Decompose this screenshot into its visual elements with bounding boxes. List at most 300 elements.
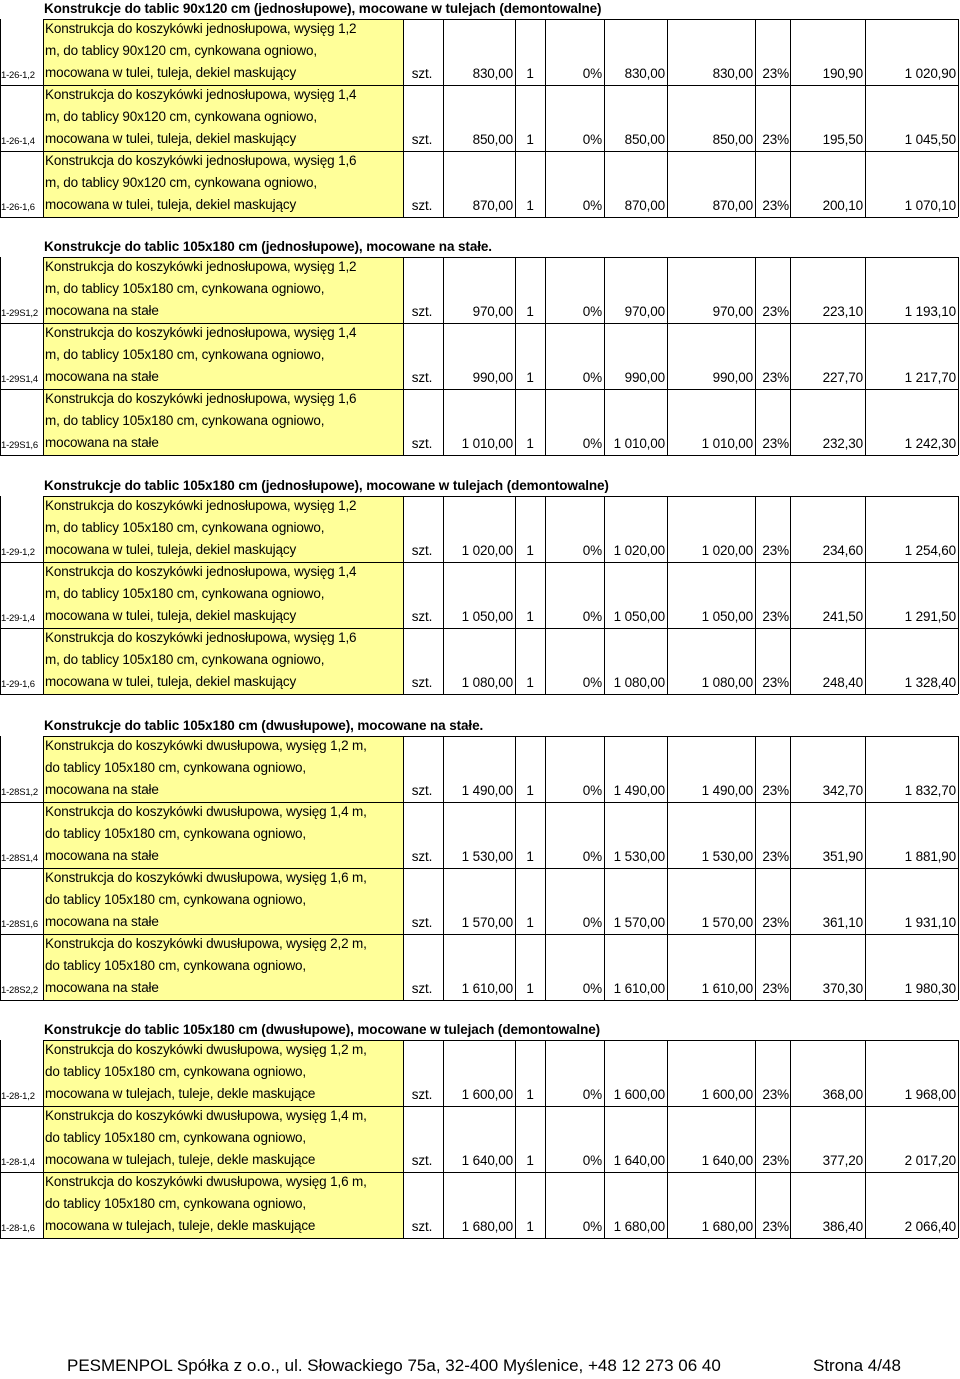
grid-line <box>667 1106 668 1172</box>
grid-line <box>0 323 1 389</box>
description-line: m, do tablicy 105x180 cm, cynkowana ogniowo, <box>45 281 325 296</box>
product-code: 1-29S1,6 <box>1 440 38 451</box>
quantity-cell: 1 <box>526 132 534 147</box>
grid-line <box>958 934 959 1000</box>
grid-line <box>43 628 44 694</box>
gross-value-cell: 2 017,20 <box>904 1153 956 1168</box>
grid-line <box>545 496 546 562</box>
price-cell: 990,00 <box>472 370 513 385</box>
price-cell: 970,00 <box>472 304 513 319</box>
vat-amount-cell: 232,30 <box>822 436 863 451</box>
grid-line <box>515 628 516 694</box>
grid-line <box>790 323 791 389</box>
grid-line <box>0 694 958 695</box>
grid-line <box>545 151 546 217</box>
grid-line <box>43 1040 958 1041</box>
product-code: 1-29-1,4 <box>1 613 35 624</box>
table-row <box>0 389 960 455</box>
grid-line <box>755 85 756 151</box>
grid-line <box>958 1040 959 1106</box>
grid-line <box>43 19 44 85</box>
grid-line <box>604 628 605 694</box>
description-line: Konstrukcja do koszykówki jednosłupowa, wysięg 1,6 <box>45 630 357 645</box>
description-line: Konstrukcja do koszykówki dwusłupowa, wysięg 2,2 m, <box>45 936 367 951</box>
grid-line <box>545 868 546 934</box>
grid-line <box>790 389 791 455</box>
quantity-cell: 1 <box>526 783 534 798</box>
description-cell <box>43 562 403 628</box>
grid-line <box>790 496 791 562</box>
discount-cell: 0% <box>582 436 602 451</box>
grid-line <box>515 562 516 628</box>
grid-line <box>43 736 958 737</box>
price-cell: 1 050,00 <box>461 609 513 624</box>
grid-line <box>0 628 958 629</box>
unit-cell: szt. <box>411 198 433 213</box>
grid-line <box>604 389 605 455</box>
table-row <box>0 628 960 694</box>
grid-line <box>865 802 866 868</box>
net-price-cell: 1 080,00 <box>613 675 665 690</box>
grid-line <box>515 802 516 868</box>
grid-line <box>43 257 958 258</box>
grid-line <box>958 257 959 323</box>
discount-cell: 0% <box>582 849 602 864</box>
vat-amount-cell: 234,60 <box>822 543 863 558</box>
grid-line <box>958 562 959 628</box>
net-value-cell: 970,00 <box>712 304 753 319</box>
price-cell: 1 080,00 <box>461 675 513 690</box>
description-line: mocowana w tulejach, tuleje, dekle maskujące <box>45 1152 316 1167</box>
description-line: mocowana w tulei, tuleja, dekiel maskujący <box>45 542 297 557</box>
description-line: Konstrukcja do koszykówki dwusłupowa, wysięg 1,4 m, <box>45 804 367 819</box>
grid-line <box>604 257 605 323</box>
grid-line <box>0 868 958 869</box>
grid-line <box>515 1106 516 1172</box>
grid-line <box>403 562 404 628</box>
quantity-cell: 1 <box>526 370 534 385</box>
grid-line <box>403 389 404 455</box>
net-value-cell: 1 050,00 <box>701 609 753 624</box>
grid-line <box>0 455 958 456</box>
price-cell: 1 020,00 <box>461 543 513 558</box>
product-code: 1-28-1,4 <box>1 1157 35 1168</box>
grid-line <box>958 85 959 151</box>
grid-line <box>0 389 958 390</box>
vat-rate-cell: 23% <box>762 543 789 558</box>
gross-value-cell: 1 193,10 <box>904 304 956 319</box>
discount-cell: 0% <box>582 981 602 996</box>
grid-line <box>443 19 444 85</box>
grid-line <box>443 389 444 455</box>
grid-line <box>790 19 791 85</box>
net-value-cell: 1 490,00 <box>701 783 753 798</box>
discount-cell: 0% <box>582 1153 602 1168</box>
product-code: 1-29S1,2 <box>1 308 38 319</box>
grid-line <box>0 389 1 455</box>
description-line: mocowana na stałe <box>45 435 159 450</box>
discount-cell: 0% <box>582 132 602 147</box>
grid-line <box>865 19 866 85</box>
grid-line <box>755 1106 756 1172</box>
quantity-cell: 1 <box>526 1153 534 1168</box>
grid-line <box>443 323 444 389</box>
grid-line <box>667 19 668 85</box>
description-line: mocowana w tulei, tuleja, dekiel maskujący <box>45 197 297 212</box>
discount-cell: 0% <box>582 370 602 385</box>
grid-line <box>865 389 866 455</box>
discount-cell: 0% <box>582 66 602 81</box>
net-value-cell: 830,00 <box>712 66 753 81</box>
grid-line <box>755 802 756 868</box>
gross-value-cell: 1 881,90 <box>904 849 956 864</box>
grid-line <box>403 496 404 562</box>
grid-line <box>604 1106 605 1172</box>
grid-line <box>403 85 404 151</box>
grid-line <box>403 1106 404 1172</box>
discount-cell: 0% <box>582 783 602 798</box>
unit-cell: szt. <box>411 304 433 319</box>
grid-line <box>865 85 866 151</box>
quantity-cell: 1 <box>526 304 534 319</box>
grid-line <box>604 802 605 868</box>
grid-line <box>403 1040 404 1106</box>
product-code: 1-26-1,2 <box>1 70 35 81</box>
footer-company: PESMENPOL Spółka z o.o., ul. Słowackiego 75a, 32-400 Myślenice, +48 12 273 06 40 <box>67 1356 721 1375</box>
description-cell <box>43 19 403 85</box>
net-value-cell: 1 530,00 <box>701 849 753 864</box>
section-title: Konstrukcje do tablic 105x180 cm (jednosłupowe), mocowane na stałe. <box>44 239 492 254</box>
grid-line <box>0 151 958 152</box>
table-row <box>0 562 960 628</box>
description-cell <box>43 1106 403 1172</box>
vat-rate-cell: 23% <box>762 1153 789 1168</box>
grid-line <box>755 1040 756 1106</box>
grid-line <box>958 802 959 868</box>
grid-line <box>958 1172 959 1238</box>
grid-line <box>604 868 605 934</box>
unit-cell: szt. <box>411 609 433 624</box>
grid-line <box>515 85 516 151</box>
section-title: Konstrukcje do tablic 90x120 cm (jednosłupowe), mocowane w tulejach (demontowalne) <box>44 1 602 16</box>
description-cell <box>43 628 403 694</box>
grid-line <box>865 496 866 562</box>
price-cell: 1 570,00 <box>461 915 513 930</box>
grid-line <box>545 19 546 85</box>
gross-value-cell: 1 045,50 <box>904 132 956 147</box>
description-line: m, do tablicy 105x180 cm, cynkowana ogniowo, <box>45 586 325 601</box>
description-line: m, do tablicy 90x120 cm, cynkowana ogniowo, <box>45 175 317 190</box>
grid-line <box>43 1040 44 1106</box>
grid-line <box>515 257 516 323</box>
quantity-cell: 1 <box>526 198 534 213</box>
discount-cell: 0% <box>582 609 602 624</box>
description-line: do tablicy 105x180 cm, cynkowana ogniowo, <box>45 1196 307 1211</box>
grid-line <box>755 736 756 802</box>
grid-line <box>755 19 756 85</box>
price-cell: 1 600,00 <box>461 1087 513 1102</box>
grid-line <box>443 802 444 868</box>
description-line: mocowana w tulei, tuleja, dekiel maskujący <box>45 131 297 146</box>
grid-line <box>667 323 668 389</box>
description-line: mocowana na stałe <box>45 369 159 384</box>
vat-amount-cell: 342,70 <box>822 783 863 798</box>
grid-line <box>403 1172 404 1238</box>
grid-line <box>443 85 444 151</box>
net-value-cell: 990,00 <box>712 370 753 385</box>
grid-line <box>865 257 866 323</box>
grid-line <box>43 934 44 1000</box>
grid-line <box>443 868 444 934</box>
grid-line <box>790 1172 791 1238</box>
grid-line <box>0 85 958 86</box>
vat-rate-cell: 23% <box>762 915 789 930</box>
vat-rate-cell: 23% <box>762 66 789 81</box>
gross-value-cell: 1 020,90 <box>904 66 956 81</box>
grid-line <box>755 562 756 628</box>
grid-line <box>515 934 516 1000</box>
price-cell: 870,00 <box>472 198 513 213</box>
quantity-cell: 1 <box>526 915 534 930</box>
table-row <box>0 802 960 868</box>
gross-value-cell: 1 254,60 <box>904 543 956 558</box>
grid-line <box>604 151 605 217</box>
grid-line <box>43 323 44 389</box>
description-line: m, do tablicy 105x180 cm, cynkowana ogniowo, <box>45 652 325 667</box>
description-line: mocowana na stałe <box>45 303 159 318</box>
grid-line <box>0 1172 1 1238</box>
grid-line <box>515 868 516 934</box>
grid-line <box>865 151 866 217</box>
description-cell <box>43 85 403 151</box>
product-code: 1-28-1,6 <box>1 1223 35 1234</box>
vat-rate-cell: 23% <box>762 849 789 864</box>
net-value-cell: 1 600,00 <box>701 1087 753 1102</box>
unit-cell: szt. <box>411 370 433 385</box>
gross-value-cell: 2 066,40 <box>904 1219 956 1234</box>
grid-line <box>43 151 44 217</box>
quantity-cell: 1 <box>526 1219 534 1234</box>
grid-line <box>443 562 444 628</box>
table-row <box>0 19 960 85</box>
footer-page-number: Strona 4/48 <box>813 1356 901 1375</box>
description-line: Konstrukcja do koszykówki dwusłupowa, wysięg 1,2 m, <box>45 1042 367 1057</box>
net-value-cell: 1 010,00 <box>701 436 753 451</box>
grid-line <box>43 257 44 323</box>
quantity-cell: 1 <box>526 609 534 624</box>
vat-amount-cell: 227,70 <box>822 370 863 385</box>
net-price-cell: 970,00 <box>624 304 665 319</box>
net-price-cell: 830,00 <box>624 66 665 81</box>
discount-cell: 0% <box>582 304 602 319</box>
grid-line <box>0 628 1 694</box>
product-code: 1-28S2,2 <box>1 985 38 996</box>
net-price-cell: 1 010,00 <box>613 436 665 451</box>
description-line: Konstrukcja do koszykówki jednosłupowa, wysięg 1,2 <box>45 259 357 274</box>
grid-line <box>545 257 546 323</box>
grid-line <box>755 323 756 389</box>
vat-amount-cell: 248,40 <box>822 675 863 690</box>
grid-line <box>865 1172 866 1238</box>
grid-line <box>0 1238 958 1239</box>
description-cell <box>43 934 403 1000</box>
grid-line <box>958 736 959 802</box>
unit-cell: szt. <box>411 849 433 864</box>
grid-line <box>667 736 668 802</box>
vat-amount-cell: 370,30 <box>822 981 863 996</box>
net-value-cell: 1 610,00 <box>701 981 753 996</box>
price-cell: 1 610,00 <box>461 981 513 996</box>
grid-line <box>755 1172 756 1238</box>
grid-line <box>667 151 668 217</box>
net-value-cell: 1 080,00 <box>701 675 753 690</box>
grid-line <box>667 628 668 694</box>
unit-cell: szt. <box>411 1219 433 1234</box>
grid-line <box>604 496 605 562</box>
table-row <box>0 496 960 562</box>
section-title: Konstrukcje do tablic 105x180 cm (dwusłupowe), mocowane w tulejach (demontowalne) <box>44 1022 601 1037</box>
description-line: do tablicy 105x180 cm, cynkowana ogniowo, <box>45 958 307 973</box>
grid-line <box>0 257 1 323</box>
grid-line <box>43 802 44 868</box>
discount-cell: 0% <box>582 1219 602 1234</box>
vat-rate-cell: 23% <box>762 1219 789 1234</box>
grid-line <box>604 323 605 389</box>
unit-cell: szt. <box>411 132 433 147</box>
vat-amount-cell: 200,10 <box>822 198 863 213</box>
table-row <box>0 1172 960 1238</box>
unit-cell: szt. <box>411 981 433 996</box>
discount-cell: 0% <box>582 543 602 558</box>
grid-line <box>403 323 404 389</box>
grid-line <box>790 151 791 217</box>
quantity-cell: 1 <box>526 436 534 451</box>
grid-line <box>790 934 791 1000</box>
section-title: Konstrukcje do tablic 105x180 cm (jednosłupowe), mocowane w tulejach (demontowalne) <box>44 478 609 493</box>
grid-line <box>545 1172 546 1238</box>
grid-line <box>0 868 1 934</box>
net-value-cell: 1 680,00 <box>701 1219 753 1234</box>
grid-line <box>667 1172 668 1238</box>
grid-line <box>0 1040 1 1106</box>
description-line: mocowana na stałe <box>45 848 159 863</box>
net-value-cell: 850,00 <box>712 132 753 147</box>
grid-line <box>667 389 668 455</box>
grid-line <box>865 323 866 389</box>
vat-rate-cell: 23% <box>762 304 789 319</box>
grid-line <box>667 802 668 868</box>
description-line: mocowana w tulei, tuleja, dekiel maskujący <box>45 608 297 623</box>
grid-line <box>515 323 516 389</box>
grid-line <box>403 151 404 217</box>
grid-line <box>515 19 516 85</box>
description-line: Konstrukcja do koszykówki jednosłupowa, wysięg 1,4 <box>45 87 357 102</box>
grid-line <box>0 1106 1 1172</box>
grid-line <box>865 1106 866 1172</box>
grid-line <box>43 496 44 562</box>
product-code: 1-28S1,4 <box>1 853 38 864</box>
grid-line <box>604 1172 605 1238</box>
grid-line <box>545 85 546 151</box>
grid-line <box>443 1172 444 1238</box>
grid-line <box>43 496 958 497</box>
grid-line <box>790 802 791 868</box>
net-price-cell: 870,00 <box>624 198 665 213</box>
grid-line <box>790 736 791 802</box>
grid-line <box>667 1040 668 1106</box>
description-cell <box>43 1040 403 1106</box>
product-code: 1-29S1,4 <box>1 374 38 385</box>
description-line: Konstrukcja do koszykówki jednosłupowa, wysięg 1,2 <box>45 498 357 513</box>
grid-line <box>0 323 958 324</box>
grid-line <box>755 868 756 934</box>
grid-line <box>790 628 791 694</box>
gross-value-cell: 1 968,00 <box>904 1087 956 1102</box>
price-cell: 830,00 <box>472 66 513 81</box>
unit-cell: szt. <box>411 1153 433 1168</box>
net-price-cell: 1 530,00 <box>613 849 665 864</box>
gross-value-cell: 1 832,70 <box>904 783 956 798</box>
discount-cell: 0% <box>582 675 602 690</box>
price-cell: 850,00 <box>472 132 513 147</box>
vat-amount-cell: 241,50 <box>822 609 863 624</box>
grid-line <box>604 1040 605 1106</box>
vat-rate-cell: 23% <box>762 370 789 385</box>
grid-line <box>403 628 404 694</box>
product-code: 1-29-1,6 <box>1 679 35 690</box>
description-line: Konstrukcja do koszykówki dwusłupowa, wysięg 1,6 m, <box>45 870 367 885</box>
vat-amount-cell: 377,20 <box>822 1153 863 1168</box>
net-price-cell: 1 610,00 <box>613 981 665 996</box>
grid-line <box>515 1040 516 1106</box>
gross-value-cell: 1 980,30 <box>904 981 956 996</box>
gross-value-cell: 1 291,50 <box>904 609 956 624</box>
gross-value-cell: 1 070,10 <box>904 198 956 213</box>
grid-line <box>667 934 668 1000</box>
description-line: m, do tablicy 90x120 cm, cynkowana ogniowo, <box>45 109 317 124</box>
description-cell <box>43 496 403 562</box>
grid-line <box>545 562 546 628</box>
grid-line <box>604 736 605 802</box>
unit-cell: szt. <box>411 675 433 690</box>
grid-line <box>958 389 959 455</box>
grid-line <box>515 389 516 455</box>
price-cell: 1 010,00 <box>461 436 513 451</box>
gross-value-cell: 1 328,40 <box>904 675 956 690</box>
grid-line <box>790 257 791 323</box>
product-code: 1-28-1,2 <box>1 1091 35 1102</box>
grid-line <box>790 868 791 934</box>
net-price-cell: 1 600,00 <box>613 1087 665 1102</box>
net-price-cell: 1 020,00 <box>613 543 665 558</box>
grid-line <box>755 257 756 323</box>
description-line: mocowana w tulejach, tuleje, dekle maskujące <box>45 1086 316 1101</box>
section-title: Konstrukcje do tablic 105x180 cm (dwusłupowe), mocowane na stałe. <box>44 718 484 733</box>
grid-line <box>443 628 444 694</box>
grid-line <box>865 562 866 628</box>
unit-cell: szt. <box>411 543 433 558</box>
table-row <box>0 1106 960 1172</box>
vat-rate-cell: 23% <box>762 1087 789 1102</box>
grid-line <box>545 389 546 455</box>
grid-line <box>667 868 668 934</box>
grid-line <box>0 1106 958 1107</box>
grid-line <box>958 19 959 85</box>
quantity-cell: 1 <box>526 849 534 864</box>
quantity-cell: 1 <box>526 981 534 996</box>
table-row <box>0 85 960 151</box>
net-price-cell: 990,00 <box>624 370 665 385</box>
